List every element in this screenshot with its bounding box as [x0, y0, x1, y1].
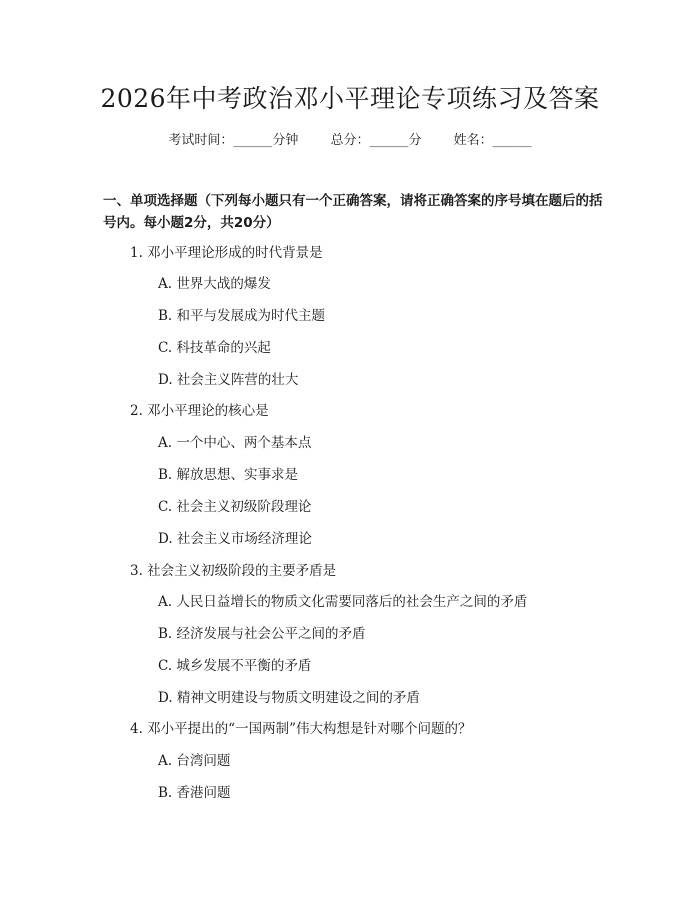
student-name: 姓名：______ — [453, 133, 532, 148]
option: D. 社会主义阵营的壮大 — [158, 372, 299, 388]
option: C. 社会主义初级阶段理论 — [158, 499, 312, 515]
option: B. 解放思想、实事求是 — [158, 467, 299, 483]
option: D. 精神文明建设与物质文明建设之间的矛盾 — [158, 690, 420, 706]
option: C. 城乡发展不平衡的矛盾 — [158, 658, 312, 674]
section-heading: 一、单项选择题（下列每小题只有一个正确答案，请将正确答案的序号填在题后的括号内。每小题2分，共20分） — [103, 193, 603, 231]
exam-meta — [0, 132, 700, 150]
option: C. 科技革命的兴起 — [158, 340, 271, 356]
option: B. 和平与发展成为时代主题 — [158, 308, 326, 324]
question-stem: 2. 邓小平理论的核心是 — [130, 403, 269, 419]
option: B. 香港问题 — [158, 785, 231, 801]
total-score: 总分：______分 — [330, 133, 422, 148]
page-title: 2026年中考政治邓小平理论专项练习及答案 — [100, 84, 600, 113]
option: A. 世界大战的爆发 — [158, 276, 271, 292]
option: B. 经济发展与社会公平之间的矛盾 — [158, 626, 366, 642]
option: A. 人民日益增长的物质文化需要同落后的社会生产之间的矛盾 — [158, 594, 528, 610]
question-stem: 4. 邓小平提出的“一国两制”伟大构想是针对哪个问题的？ — [130, 721, 472, 737]
question-stem: 1. 邓小平理论形成的时代背景是 — [130, 245, 323, 261]
question-stem: 3. 社会主义初级阶段的主要矛盾是 — [130, 563, 337, 579]
exam-time: 考试时间：______分钟 — [168, 133, 299, 148]
option: A. 台湾问题 — [158, 753, 231, 769]
option: A. 一个中心、两个基本点 — [158, 435, 312, 451]
option: D. 社会主义市场经济理论 — [158, 531, 312, 547]
